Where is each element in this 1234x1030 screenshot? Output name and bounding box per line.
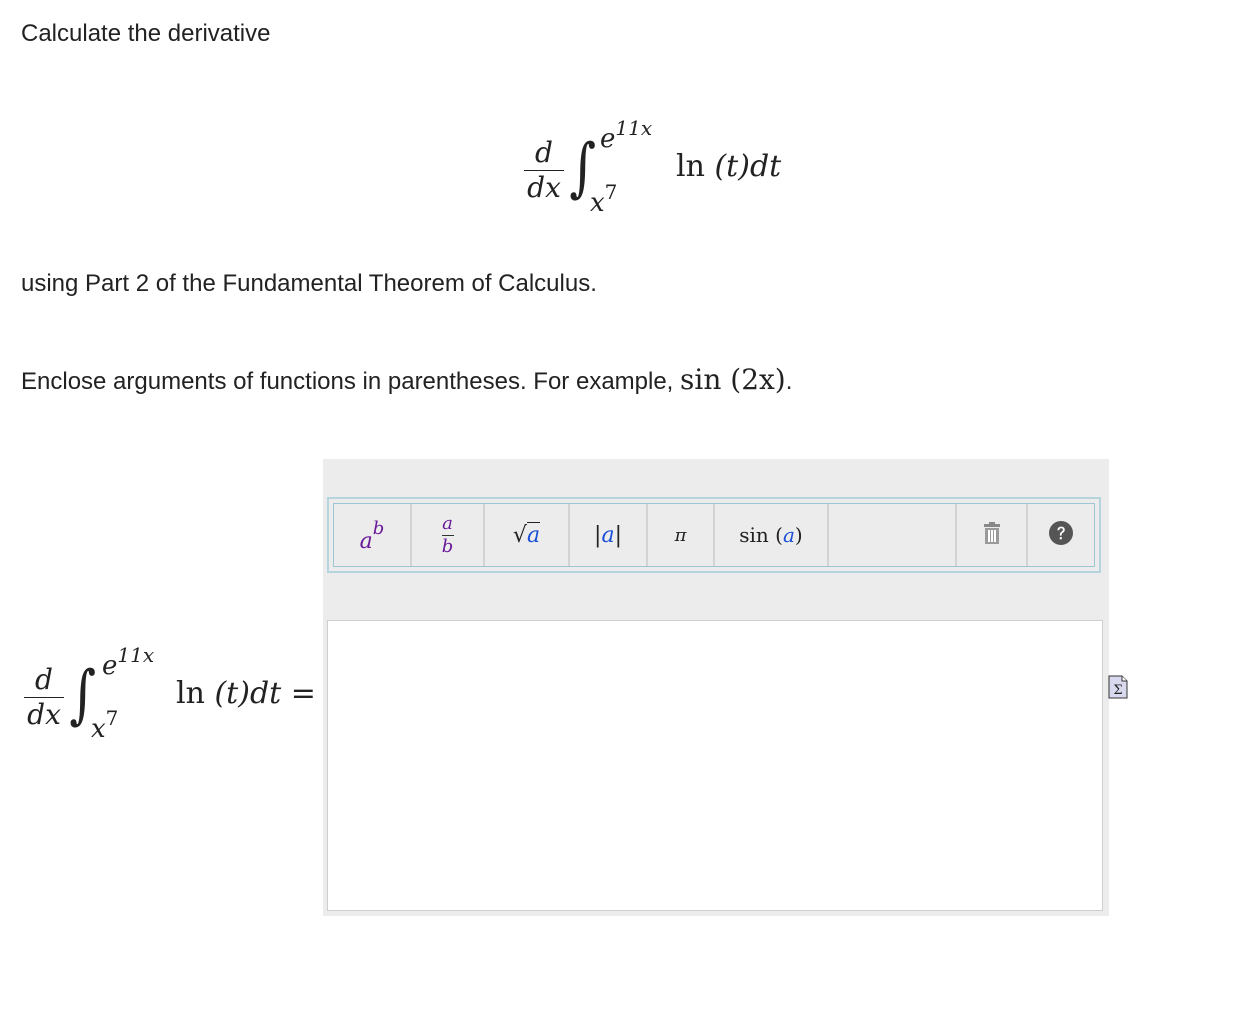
fraction-button[interactable]: a b <box>412 504 485 566</box>
problem-method: using Part 2 of the Fundamental Theorem of Calculus. <box>21 270 597 297</box>
derivative-numerator: d <box>535 136 553 169</box>
answer-derivative-numerator: d <box>35 663 53 696</box>
math-toolbar <box>333 503 1095 567</box>
problem-intro: Calculate the derivative <box>21 20 271 47</box>
lower-limit: $x^7$ <box>590 180 618 218</box>
instruction-text: Enclose arguments of functions in parentheses. For example, <box>21 368 681 395</box>
answer-derivative-denominator: dx <box>27 698 61 731</box>
help-button[interactable] <box>1028 504 1094 566</box>
toolbar-spacer <box>829 504 957 566</box>
upper-limit: $e^{11x}$ <box>600 116 653 154</box>
derivative-operator <box>524 138 564 203</box>
math-toolbar-frame <box>327 497 1101 573</box>
answer-derivative-operator <box>24 665 64 730</box>
superscript-button[interactable]: $a^b$ <box>334 504 412 566</box>
trash-icon <box>982 522 1002 548</box>
answer-integrand: ln (t)dt = <box>176 676 316 711</box>
sigma-icon[interactable] <box>1108 675 1128 699</box>
equals-sign: = <box>290 676 316 711</box>
answer-input[interactable] <box>327 620 1103 911</box>
answer-integral-sign: ∫ <box>69 658 97 732</box>
instruction-example: sin (2x) <box>680 363 786 396</box>
instruction-period: . <box>785 368 793 395</box>
square-root-button[interactable]: √a <box>485 504 570 566</box>
absolute-value-button[interactable]: |a| <box>570 504 648 566</box>
integrand: ln (t)dt <box>676 149 782 184</box>
pi-button[interactable]: π <box>648 504 715 566</box>
integral-sign: ∫ <box>569 131 597 205</box>
sine-button[interactable]: sin (a) <box>715 504 829 566</box>
help-icon <box>1049 521 1073 549</box>
answer-upper-limit: $e^{11x}$ <box>102 643 155 681</box>
derivative-denominator: dx <box>527 171 561 204</box>
clear-button[interactable] <box>957 504 1028 566</box>
answer-panel <box>323 459 1109 916</box>
answer-lower-limit: $x^7$ <box>91 706 119 744</box>
svg-text:Σ: Σ <box>1113 683 1123 698</box>
answer-expression <box>0 0 320 1030</box>
